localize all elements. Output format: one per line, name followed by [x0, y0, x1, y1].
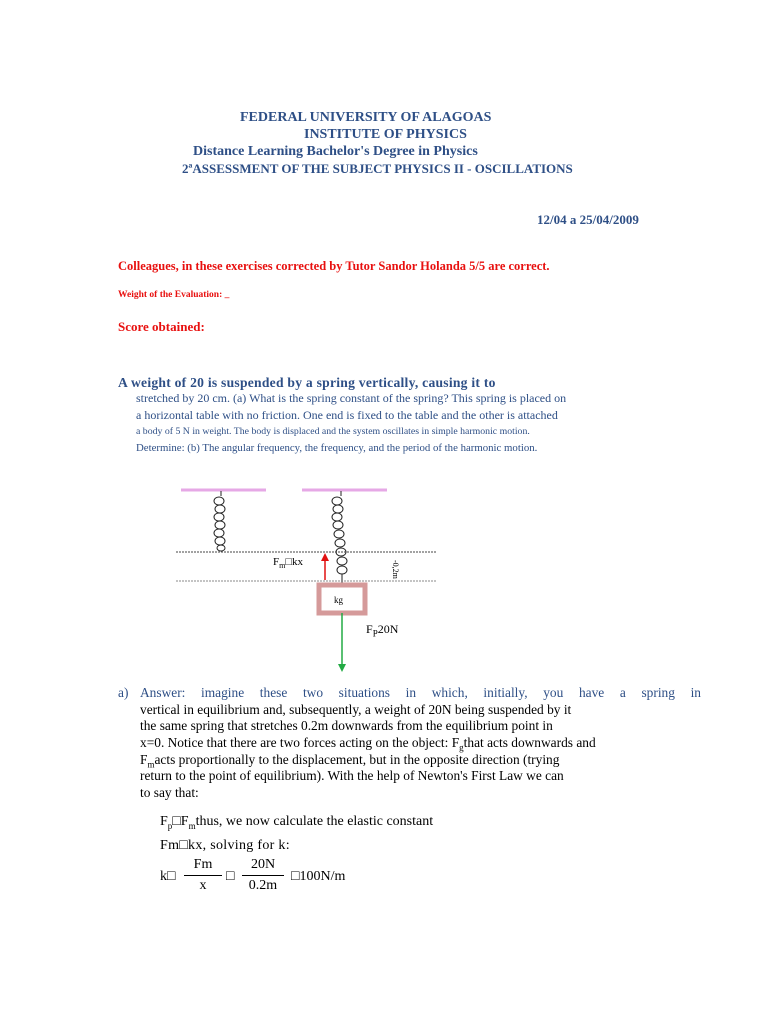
spring-right	[332, 491, 347, 586]
fraction-fm-x: Fm x	[184, 857, 222, 894]
spring-force-arrow	[321, 553, 329, 580]
weight-force-label: $F_P20N$	[366, 622, 399, 639]
fraction-20n-02m: 20N 0.2m	[242, 857, 284, 894]
problem-line-1: A weight of 20 is suspended by a spring vertically, causing it to	[118, 375, 496, 390]
problem-line-3: a horizontal table with no friction. One end is fixed to the table and the other is attached	[136, 408, 558, 422]
spring-diagram	[0, 470, 768, 685]
problem-line-2: stretched by 20 cm. (a) What is the spring constant of the spring? This spring is placed on	[136, 391, 567, 405]
assessment-dates: 12/04 a 25/04/2009	[537, 212, 639, 227]
equation-hooke: Fm□kx, solving for k:	[160, 838, 290, 853]
problem-line-4: a body of 5 N in weight. The body is displaced and the system oscillates in simple harmonic motion.	[136, 426, 530, 437]
answer-line-3: the same spring that stretches 0.2m downwards from the equilibrium point in	[140, 718, 553, 733]
answer-line-2: vertical in equilibrium and, subsequently, a weight of 20N being suspended by it	[140, 702, 572, 717]
problem-line-5: Determine: (b) The angular frequency, the frequency, and the period of the harmonic motion.	[136, 442, 538, 454]
spring-left	[214, 491, 225, 551]
equation-k: k□	[160, 869, 176, 884]
equation-result: □100N/m	[291, 869, 346, 884]
degree-name: Distance Learning Bachelor's Degree in Physics	[193, 144, 478, 159]
box-glyph: □	[285, 556, 293, 568]
answer-line-1: Answer: imagine these two situations in which, initially, you have a spring in	[140, 685, 701, 700]
evaluation-weight: Weight of the Evaluation: _	[118, 290, 230, 300]
weight-force-arrow	[338, 613, 346, 672]
answer-marker: a)	[118, 685, 129, 700]
answer-line-6: return to the point of equilibrium). With the help of Newton's First Law we can	[140, 768, 564, 783]
institute-name: INSTITUTE OF PHYSICS	[304, 127, 467, 142]
university-name: FEDERAL UNIVERSITY OF ALAGOAS	[240, 110, 492, 125]
displacement-label: -0,2m	[391, 560, 400, 579]
colleagues-note: Colleagues, in these exercises corrected by Tutor Sandor Holanda 5/5 are correct.	[118, 259, 550, 273]
assessment-title: 2ªASSESSMENT OF THE SUBJECT PHYSICS II - OSCILLATIONS	[182, 161, 573, 176]
score-obtained: Score obtained:	[118, 319, 205, 334]
answer-line-4: x=0. Notice that there are two forces acting on the object: $F_gthat$ acts downwards and	[140, 735, 596, 753]
equals-box-1: □	[226, 869, 235, 884]
mass-label: kg	[334, 595, 343, 605]
spring-force-label: $F_m□kx$	[273, 556, 304, 571]
equation-force-balance: $F_p□F_mthus$, we now calculate the elastic constant	[160, 814, 434, 831]
answer-line-5: $F_macts$ proportionally to the displacement, but in the opposite direction (trying	[140, 752, 560, 770]
answer-line-7: to say that:	[140, 785, 199, 800]
